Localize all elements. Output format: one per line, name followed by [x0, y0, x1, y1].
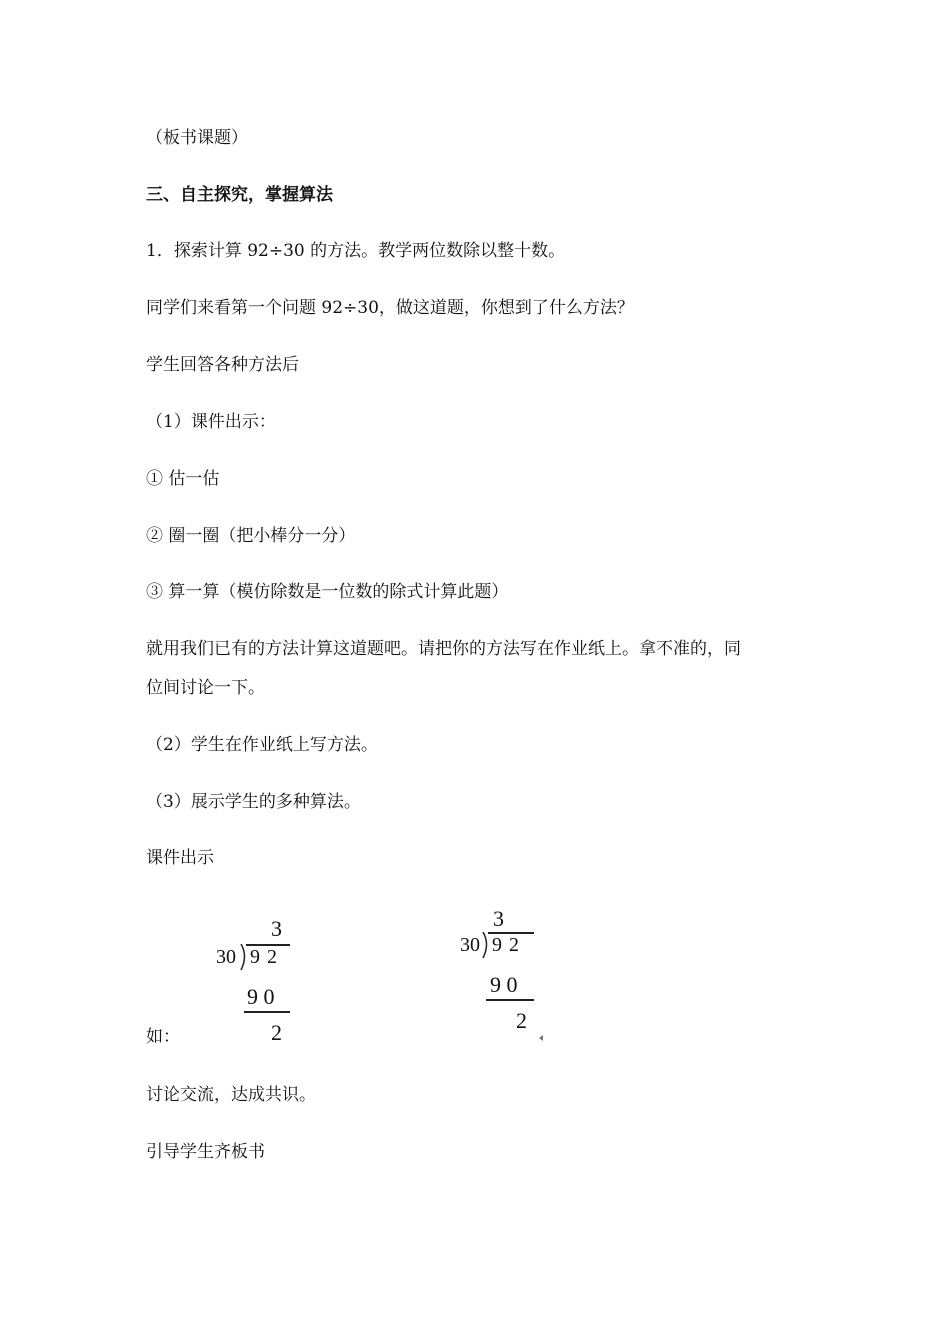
board-title-note: （板书课题） — [146, 128, 248, 148]
long-division-a — [210, 910, 300, 1050]
product: 9 0 — [490, 972, 518, 997]
dividend: 9 2 — [250, 946, 278, 968]
paragraph-instruction-line2: 位间讨论一下。 — [146, 678, 265, 698]
divisor: 30 — [216, 946, 236, 968]
item-estimate: ① 估一估 — [146, 469, 220, 489]
long-division-b — [460, 904, 550, 1044]
paragraph-student-answers: 学生回答各种方法后 — [146, 355, 299, 375]
remainder: 2 — [516, 1008, 527, 1033]
dividend: 9 2 — [492, 934, 520, 956]
step-1-heading: 1．探索计算 92÷30 的方法。教学两位数除以整十数。 — [146, 241, 566, 261]
quotient: 3 — [271, 916, 282, 941]
paragraph-courseware: 课件出示 — [146, 848, 214, 868]
paragraph-board: 引导学生齐板书 — [146, 1142, 265, 1162]
divisor: 30 — [460, 934, 480, 956]
remainder: 2 — [271, 1020, 282, 1045]
subtraction-line — [244, 1011, 290, 1013]
item-show-methods: （3）展示学生的多种算法。 — [146, 792, 361, 812]
example-label: 如： — [146, 1027, 180, 1047]
item-write-methods: （2）学生在作业纸上写方法。 — [146, 735, 378, 755]
paragraph-instruction-line1: 就用我们已有的方法计算这道题吧。请把你的方法写在作业纸上。拿不准的，同 — [146, 639, 741, 659]
product: 9 0 — [247, 984, 275, 1009]
item-calculate: ③ 算一算（模仿除数是一位数的除式计算此题） — [146, 582, 509, 602]
item-circle: ② 圈一圈（把小棒分一分） — [146, 526, 356, 546]
item-courseware-show: （1）课件出示： — [146, 412, 276, 432]
division-bracket — [240, 944, 250, 972]
quotient: 3 — [493, 906, 504, 931]
small-arrow-icon — [538, 1034, 544, 1042]
section-heading: 三、自主探究，掌握算法 — [146, 185, 333, 205]
subtraction-line — [486, 999, 534, 1001]
paragraph-question: 同学们来看第一个问题 92÷30，做这道题，你想到了什么方法？ — [146, 298, 634, 318]
paragraph-discussion: 讨论交流，达成共识。 — [146, 1085, 316, 1105]
division-bracket — [482, 932, 492, 960]
